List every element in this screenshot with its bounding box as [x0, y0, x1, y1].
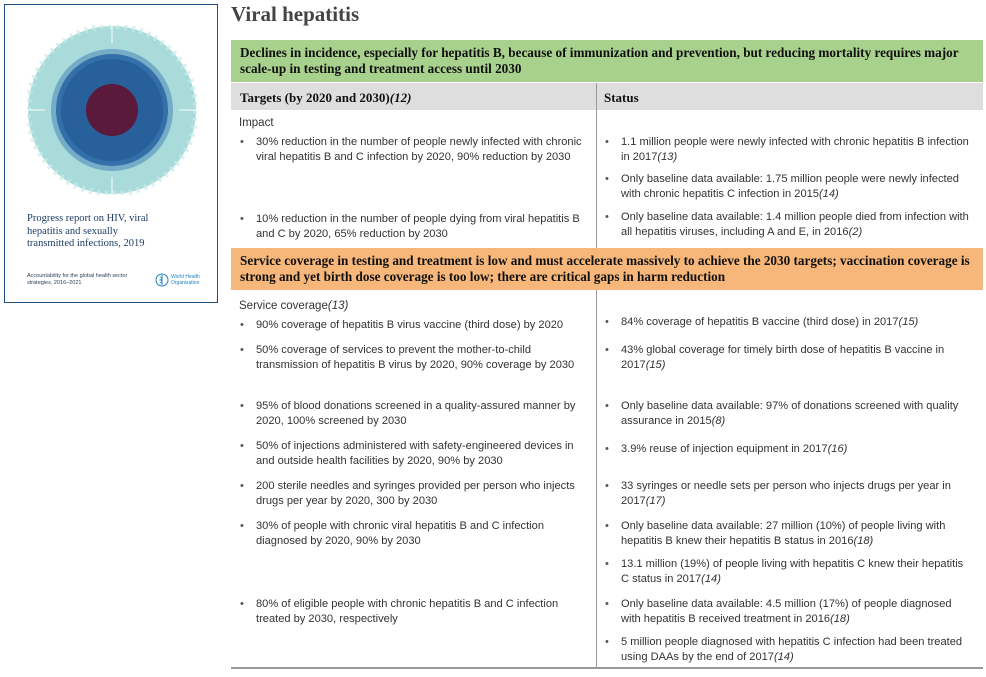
- service-status-item: • 43% global coverage for timely birth dose of hepatitis B vaccine in 2017(15): [604, 343, 974, 373]
- impact-status-item: • Only baseline data available: 1.4 million people died from infection with all hepatitis viruses, including A and E, in 2016(2): [604, 210, 974, 240]
- targets-column-header: [240, 90, 411, 106]
- column-divider-bottom: [596, 290, 597, 668]
- service-target-item: • 200 sterile needles and syringes provided per person who injects drugs per year by 2020, 300 by 2030: [239, 479, 591, 509]
- status-column-header: Status: [604, 90, 639, 105]
- service-status-item: • 33 syringes or needle sets per person who injects drugs per year in 2017(17): [604, 479, 974, 509]
- service-status-item: • Only baseline data available: 97% of donations screened with quality assurance in 2015(8): [604, 399, 974, 429]
- cover-subtitle: Accountability for the global health sector strategies, 2016–2021: [27, 273, 128, 286]
- service-summary-banner: Service coverage in testing and treatment is low and must accelerate massively to achieve the 2030 targets; vaccination coverage is strong and yet birth dose coverage is too low; there are critical gaps in harm reduction: [231, 248, 983, 290]
- impact-target-item: • 10% reduction in the number of people dying from viral hepatitis B and C by 2020, 65% reduction by 2030: [239, 212, 591, 242]
- service-status-item: • Only baseline data available: 4.5 million (17%) of people diagnosed with hepatitis B received treatment in 2016(18): [604, 597, 974, 627]
- page-title: Viral hepatitis: [231, 2, 360, 26]
- targets-header-ref: (12): [389, 90, 412, 105]
- cover-disc-graphic: [27, 25, 197, 195]
- service-target-item: • 30% of people with chronic viral hepatitis B and C infection diagnosed by 2020, 90% by 2030: [239, 519, 591, 549]
- service-target-item: • 95% of blood donations screened in a quality-assured manner by 2020, 100% screened by 2030: [239, 399, 591, 429]
- who-emblem-icon: [155, 273, 169, 287]
- impact-target-item: • 30% reduction in the number of people newly infected with chronic viral hepatitis B and C infection by 2020, 90% reduction by 2030: [239, 135, 591, 165]
- column-divider-top: [596, 83, 597, 248]
- service-target-item: • 50% coverage of services to prevent the mother-to-child transmission of hepatitis B virus by 2020, 90% coverage by 2030: [239, 343, 591, 373]
- cover-title: Progress report on HIV, viral hepatitis and sexually transmitted infections, 2019: [27, 213, 149, 249]
- service-status-item: • 84% coverage of hepatitis B vaccine (third dose) in 2017(15): [604, 315, 974, 330]
- impact-status-item: • Only baseline data available: 1.75 million people were newly infected with chronic hepatitis C infection in 2015(14): [604, 172, 974, 202]
- service-status-item: • 13.1 million (19%) of people living with hepatitis C knew their hepatitis C status in 2017(14): [604, 557, 974, 587]
- targets-header-label: Targets (by 2020 and 2030): [240, 90, 390, 105]
- service-status-item: • 5 million people diagnosed with hepatitis C infection had been treated using DAAs by the end of 2017(14): [604, 635, 974, 665]
- impact-section-label: Impact: [239, 117, 274, 129]
- service-status-item: • 3.9% reuse of injection equipment in 2017(16): [604, 442, 974, 457]
- service-target-item: • 90% coverage of hepatitis B virus vaccine (third dose) by 2020: [239, 318, 591, 333]
- impact-summary-banner: Declines in incidence, especially for hepatitis B, because of immunization and prevention, but reducing mortality requires major scale-up in testing and treatment access until 2030: [231, 40, 983, 82]
- who-logo-text: World Health Organization: [171, 274, 200, 286]
- table-bottom-rule: [231, 667, 983, 669]
- service-target-item: • 50% of injections administered with safety-engineered devices in and outside health facilities by 2020, 90% by 2030: [239, 439, 591, 469]
- who-logo: [155, 273, 205, 287]
- report-cover: [4, 4, 218, 303]
- service-section-label: Service coverage(13): [239, 300, 349, 312]
- service-target-item: • 80% of eligible people with chronic hepatitis B and C infection treated by 2030, respectively: [239, 597, 591, 627]
- table-header-row: [231, 83, 983, 110]
- impact-status-item: • 1.1 million people were newly infected with chronic hepatitis B infection in 2017(13): [604, 135, 974, 165]
- service-status-item: • Only baseline data available: 27 million (10%) of people living with hepatitis B knew their hepatitis B status in 2016(18): [604, 519, 974, 549]
